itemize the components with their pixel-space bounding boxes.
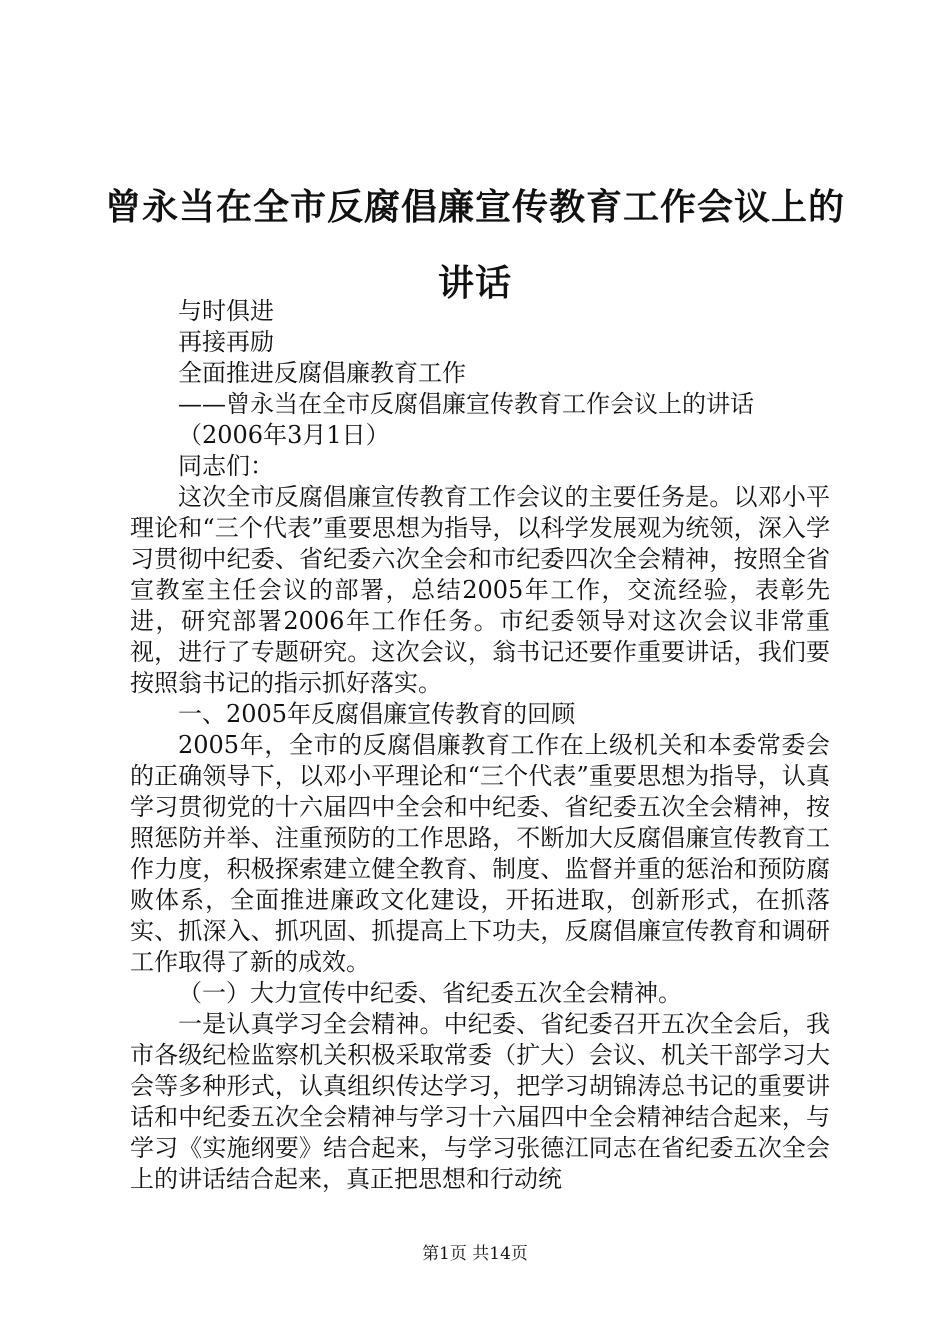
page-footer: 第1页 共14页 [422,1244,528,1264]
document-body [130,296,830,1195]
body-paragraph: 一是认真学习全会精神。中纪委、省纪委召开五次全会后，我市各级纪检监察机关积极采取常委（扩大）会议、机关干部学习大会等多种形式，认真组织传达学习，把学习胡锦涛总书记的重要讲话和中纪委五次全会精神与学习十六届四中全会精神结合起来，与学习《实施纲要》结合起来，与学习张德江同志在省纪委五次全会上的讲话结合起来，真正把思想和行动统 [130,1010,830,1193]
title-line-1: 曾永当在全市反腐倡廉宣传教育工作会议上的 [104,187,845,228]
header-line: 全面推进反腐倡廉教育工作 [178,359,466,387]
body-paragraph: 2005年，全市的反腐倡廉教育工作在上级机关和本委常委会的正确领导下，以邓小平理论和“三个代表”重要思想为指导，认真学习贯彻党的十六届四中全会和中纪委、省纪委五次全会精神，按照惩防并举、注重预防的工作思路，不断加大反腐倡廉宣传教育工作力度，积极探索建立健全教育、制度、监督并重的惩治和预防腐败体系，全面推进廉政文化建设，开拓进取，创新形式，在抓落实、抓深入、抓巩固、抓提高上下功夫，反腐倡廉宣传教育和调研工作取得了新的成效。 [130,731,830,976]
date-line: （2006年3月1日） [178,421,390,449]
body-paragraph: 这次全市反腐倡廉宣传教育工作会议的主要任务是。以邓小平理论和“三个代表”重要思想为指导，以科学发展观为统领，深入学习贯彻中纪委、省纪委六次全会和市纪委四次全会精神，按照全省宣教室主任会议的部署，总结2005年工作，交流经验，表彰先进，研究部署2006年工作任务。市纪委领导对这次会议非常重视，进行了专题研究。这次会议，翁书记还要作重要讲话，我们要按照翁书记的指示抓好落实。 [130,483,830,697]
header-line: 与时俱进 [178,297,274,325]
section-heading: 一、2005年反腐倡廉宣传教育的回顾 [178,700,576,728]
title-line-2: 讲话 [437,263,512,304]
subsection-heading: （一）大力宣传中纪委、省纪委五次全会精神。 [178,979,682,1007]
subtitle-line: ——曾永当在全市反腐倡廉宣传教育工作会议上的讲话 [178,390,754,418]
header-line: 再接再励 [178,328,274,356]
salutation: 同志们： [178,452,274,480]
